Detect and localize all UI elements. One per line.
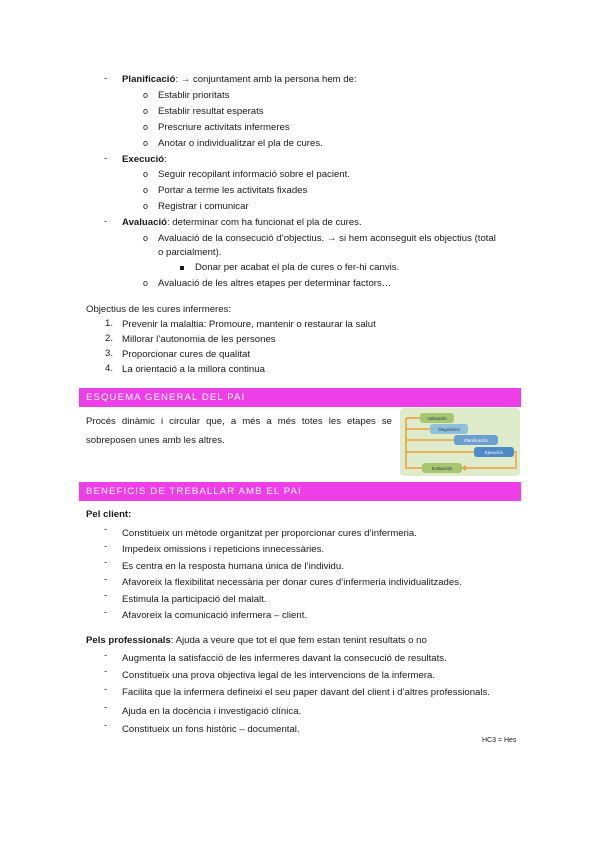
list-dash: - (104, 590, 108, 601)
prof-item: Augmenta la satisfacció de les infermeres davant la consecució de resultats. (122, 653, 447, 664)
client-item: Estimula la participació del malalt. (122, 594, 267, 605)
footer-note: HC3 = Hes (482, 737, 517, 744)
client-item: Es centra en la resposta humana única de l’individu. (122, 561, 344, 572)
list-item: Establir prioritats (158, 90, 230, 101)
list-item: Prescriure activitats infermeres (158, 122, 290, 133)
section-banner-esquema (79, 388, 521, 407)
objectiu-item: Millorar l’autonomia de les persones (122, 334, 276, 345)
diagram-label: Planificación (464, 438, 488, 443)
objectiu-item: Prevenir la malaltia: Promoure, mantenir o restaurar la salut (122, 319, 376, 330)
bullet-o: o (143, 138, 149, 148)
list-dash: - (104, 541, 108, 552)
list-dash: - (104, 153, 108, 164)
list-dash: - (104, 524, 108, 535)
bullet-o: o (143, 122, 149, 132)
list-dash: - (104, 702, 108, 713)
prof-item: Ajuda en la docència i investigació clínica. (122, 706, 302, 717)
list-dash: - (104, 73, 108, 84)
list-number: 4. (105, 363, 114, 374)
section-title: BENEFICIS DE TREBALLAR AMB EL PAI (86, 486, 302, 497)
list-subitem: Donar per acabat el pla de cures o fer-hi canvis. (195, 262, 400, 273)
diagram-label: Diagnóstico (438, 427, 460, 432)
diagram-label: Valoración (427, 416, 447, 421)
paragraph-line: sobreposen unes amb les altres. (86, 435, 225, 446)
pai-diagram-svg (400, 408, 520, 476)
list-item: Anotar o individualitzar el pla de cures. (158, 138, 323, 149)
list-item: Establir resultat esperats (158, 106, 264, 117)
prof-item: Constitueix un fons històric – documental. (122, 724, 300, 735)
prof-item: Constitueix una prova objectiva legal de les intervencions de la infermera. (122, 670, 436, 681)
objectius-title: Objectius de les cures infermeres: (86, 304, 232, 315)
square-bullet (180, 266, 184, 270)
bullet-o: o (143, 90, 149, 100)
avaluacio-line: Avaluació: determinar com ha funcionat el pla de cures. (122, 217, 362, 228)
list-number: 1. (105, 318, 114, 329)
section-title: ESQUEMA GENERAL DEL PAI (86, 392, 246, 403)
list-dash: - (104, 557, 108, 568)
objectiu-item: La orientació a la millora continua (122, 364, 265, 375)
list-item: Seguir recopilant informació sobre el pacient. (158, 169, 350, 180)
execucio-line: Execució: (122, 154, 167, 165)
diagram-label: Evaluación (431, 466, 453, 471)
list-dash: - (104, 684, 108, 695)
objectiu-item: Proporcionar cures de qualitat (122, 349, 250, 360)
list-dash: - (104, 607, 108, 618)
prof-item: Facilita que la infermera defineixi el seu paper davant del client i d’altres professionals. (122, 687, 490, 698)
list-number: 3. (105, 348, 114, 359)
list-dash: - (104, 650, 108, 661)
bullet-o: o (143, 169, 149, 179)
client-item: Afavoreix la comunicació infermera – client. (122, 610, 308, 621)
bullet-o: o (143, 201, 149, 211)
bullet-o: o (143, 106, 149, 116)
pels-professionals-line: Pels professionals: Ajuda a veure que tot el que fem estan tenint resultats o no (86, 635, 427, 646)
bullet-o: o (143, 233, 149, 243)
list-item: Avaluació de les altres etapes per determinar factors… (158, 278, 392, 289)
list-number: 2. (105, 333, 114, 344)
pai-process-diagram (400, 408, 520, 476)
bullet-o: o (143, 278, 149, 288)
list-dash: - (104, 574, 108, 585)
bullet-o: o (143, 185, 149, 195)
planificacio-line: Planificació: → conjuntament amb la persona hem de: (122, 74, 357, 85)
list-dash: - (104, 666, 108, 677)
paragraph-line: Procés dinàmic i circular que, a més a més totes les etapes se (86, 416, 392, 427)
list-item: Avaluació de la consecució d’objectius. → si hem aconseguit els objectius (total (158, 233, 496, 244)
list-item-continuation: o parcialment). (158, 247, 222, 258)
list-dash: - (104, 720, 108, 731)
esquema-paragraph (86, 412, 392, 450)
diagram-label: Ejecución (484, 450, 504, 455)
list-dash: - (104, 216, 108, 227)
section-banner-beneficis (79, 482, 521, 501)
client-item: Afavoreix la flexibilitat necessària per donar cures d’infermeria individualitzades. (122, 577, 462, 588)
pel-client-heading: Pel client: (86, 509, 132, 520)
list-item: Portar a terme les activitats fixades (158, 185, 308, 196)
client-item: Impedeix omissions i repeticions innecessàries. (122, 544, 325, 555)
client-item: Constitueix un mètode organitzat per proporcionar cures d’infermeria. (122, 528, 417, 539)
list-item: Registrar i comunicar (158, 201, 249, 212)
